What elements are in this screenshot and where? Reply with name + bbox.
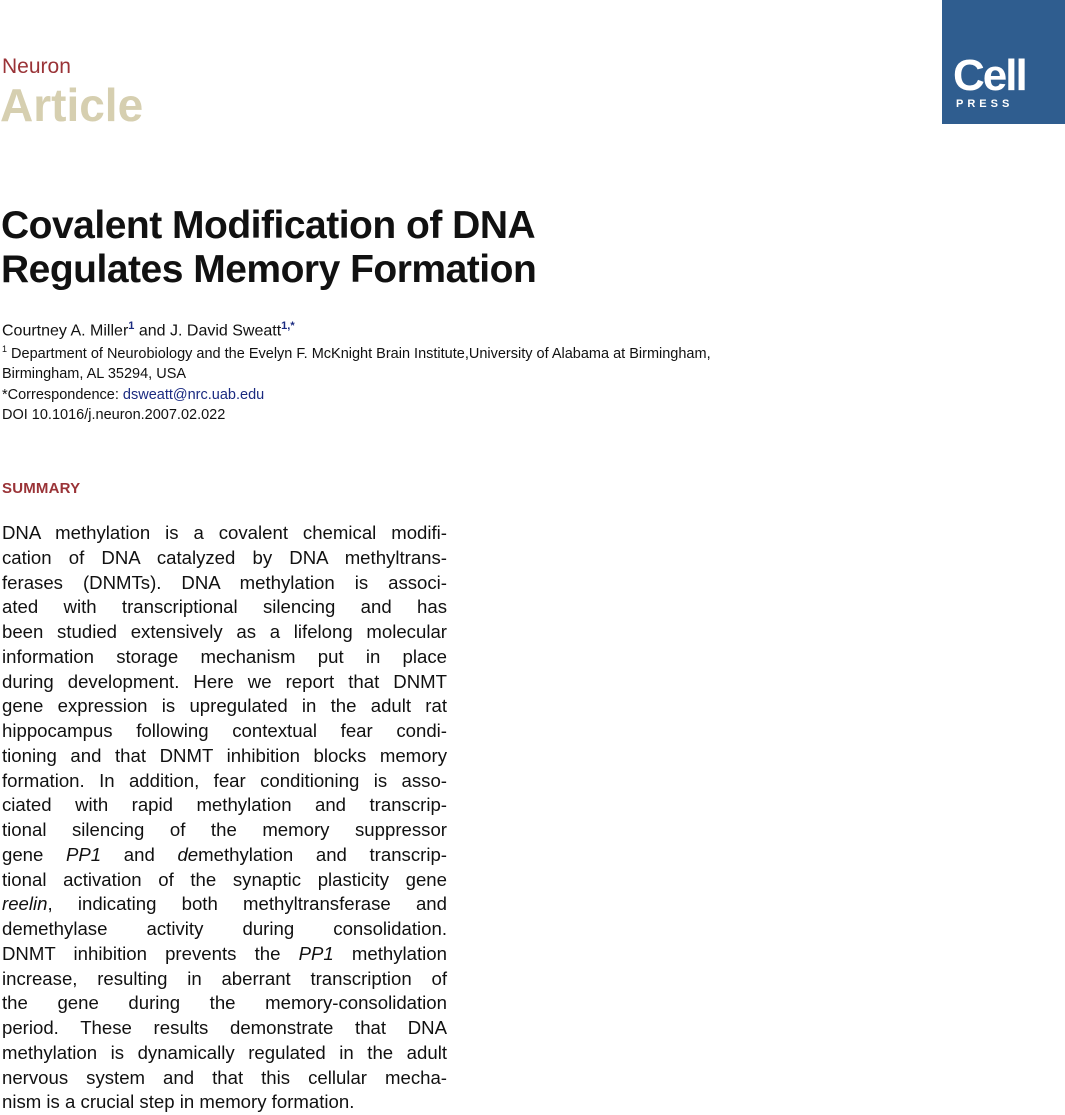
summary-line: gene PP1 and demethylation and transcrip- <box>2 843 447 865</box>
summary-line: been studied extensively as a lifelong molecular <box>2 621 447 642</box>
journal-name: Neuron <box>2 55 71 78</box>
author-affil-mark: 1,* <box>281 320 295 332</box>
summary-line: tional activation of the synaptic plasticity gene <box>2 868 447 890</box>
article-type: Article <box>0 79 144 131</box>
affiliation-block <box>2 339 711 426</box>
summary-line: methylation is dynamically regulated in the adult <box>2 1041 447 1063</box>
summary-line: demethylase activity during consolidation. <box>2 918 447 939</box>
summary-line: period. These results demonstrate that DNA <box>2 1017 447 1038</box>
summary-line: DNMT inhibition prevents the PP1 methylation <box>2 942 447 964</box>
doi: DOI 10.1016/j.neuron.2007.02.022 <box>2 407 226 424</box>
affiliation-line: Birmingham, AL 35294, USA <box>2 366 187 383</box>
summary-heading: SUMMARY <box>2 480 81 497</box>
author-affil-mark: 1 <box>128 320 135 332</box>
summary-line: increase, resulting in aberrant transcription of <box>2 967 447 989</box>
summary-line: during development. Here we report that DNMT <box>2 670 447 692</box>
summary-line: formation. In addition, fear conditioning is asso- <box>2 769 447 791</box>
summary-line: cation of DNA catalyzed by DNA methyltrans- <box>2 546 447 568</box>
summary-body <box>2 521 447 1115</box>
correspondence-label: *Correspondence: <box>2 386 119 403</box>
summary-line: ferases (DNMTs). DNA methylation is associ- <box>2 571 447 593</box>
summary-line: ated with transcriptional silencing and has <box>2 596 447 618</box>
summary-line: hippocampus following contextual fear condi- <box>2 720 447 741</box>
author-connector: and <box>138 322 166 340</box>
author-name: J. David Sweatt <box>170 322 282 340</box>
affil-mark: 1 <box>2 344 8 354</box>
summary-line: reelin, indicating both methyltransferase and <box>2 893 447 915</box>
summary-line: nism is a crucial step in memory formation. <box>2 1091 355 1113</box>
summary-line: information storage mechanism put in place <box>2 645 447 667</box>
logo-word: Cell <box>953 51 1026 100</box>
logo-sub: PRESS <box>956 98 1014 110</box>
summary-line: gene expression is upregulated in the adult rat <box>2 695 447 717</box>
summary-line: tioning and that DNMT inhibition blocks memory <box>2 744 447 766</box>
summary-line: tional silencing of the memory suppressor <box>2 819 447 840</box>
cell-press-logo[interactable] <box>942 0 1065 124</box>
summary-line: the gene during the memory-consolidation <box>2 992 447 1014</box>
affiliation-line: Department of Neurobiology and the Evelyn F. McKnight Brain Institute,University of Alabama at Birmingham, <box>11 345 711 362</box>
summary-line: DNA methylation is a covalent chemical modifi- <box>2 522 447 543</box>
article-title <box>1 204 536 292</box>
title-line: Regulates Memory Formation <box>1 248 537 291</box>
author-name: Courtney A. Miller <box>2 322 129 340</box>
summary-line: ciated with rapid methylation and transcrip- <box>2 794 447 816</box>
correspondence-email-link[interactable]: dsweatt@nrc.uab.edu <box>122 386 265 403</box>
author-list <box>2 316 295 341</box>
title-line: Covalent Modification of DNA <box>1 204 536 247</box>
summary-line: nervous system and that this cellular mecha- <box>2 1066 447 1088</box>
